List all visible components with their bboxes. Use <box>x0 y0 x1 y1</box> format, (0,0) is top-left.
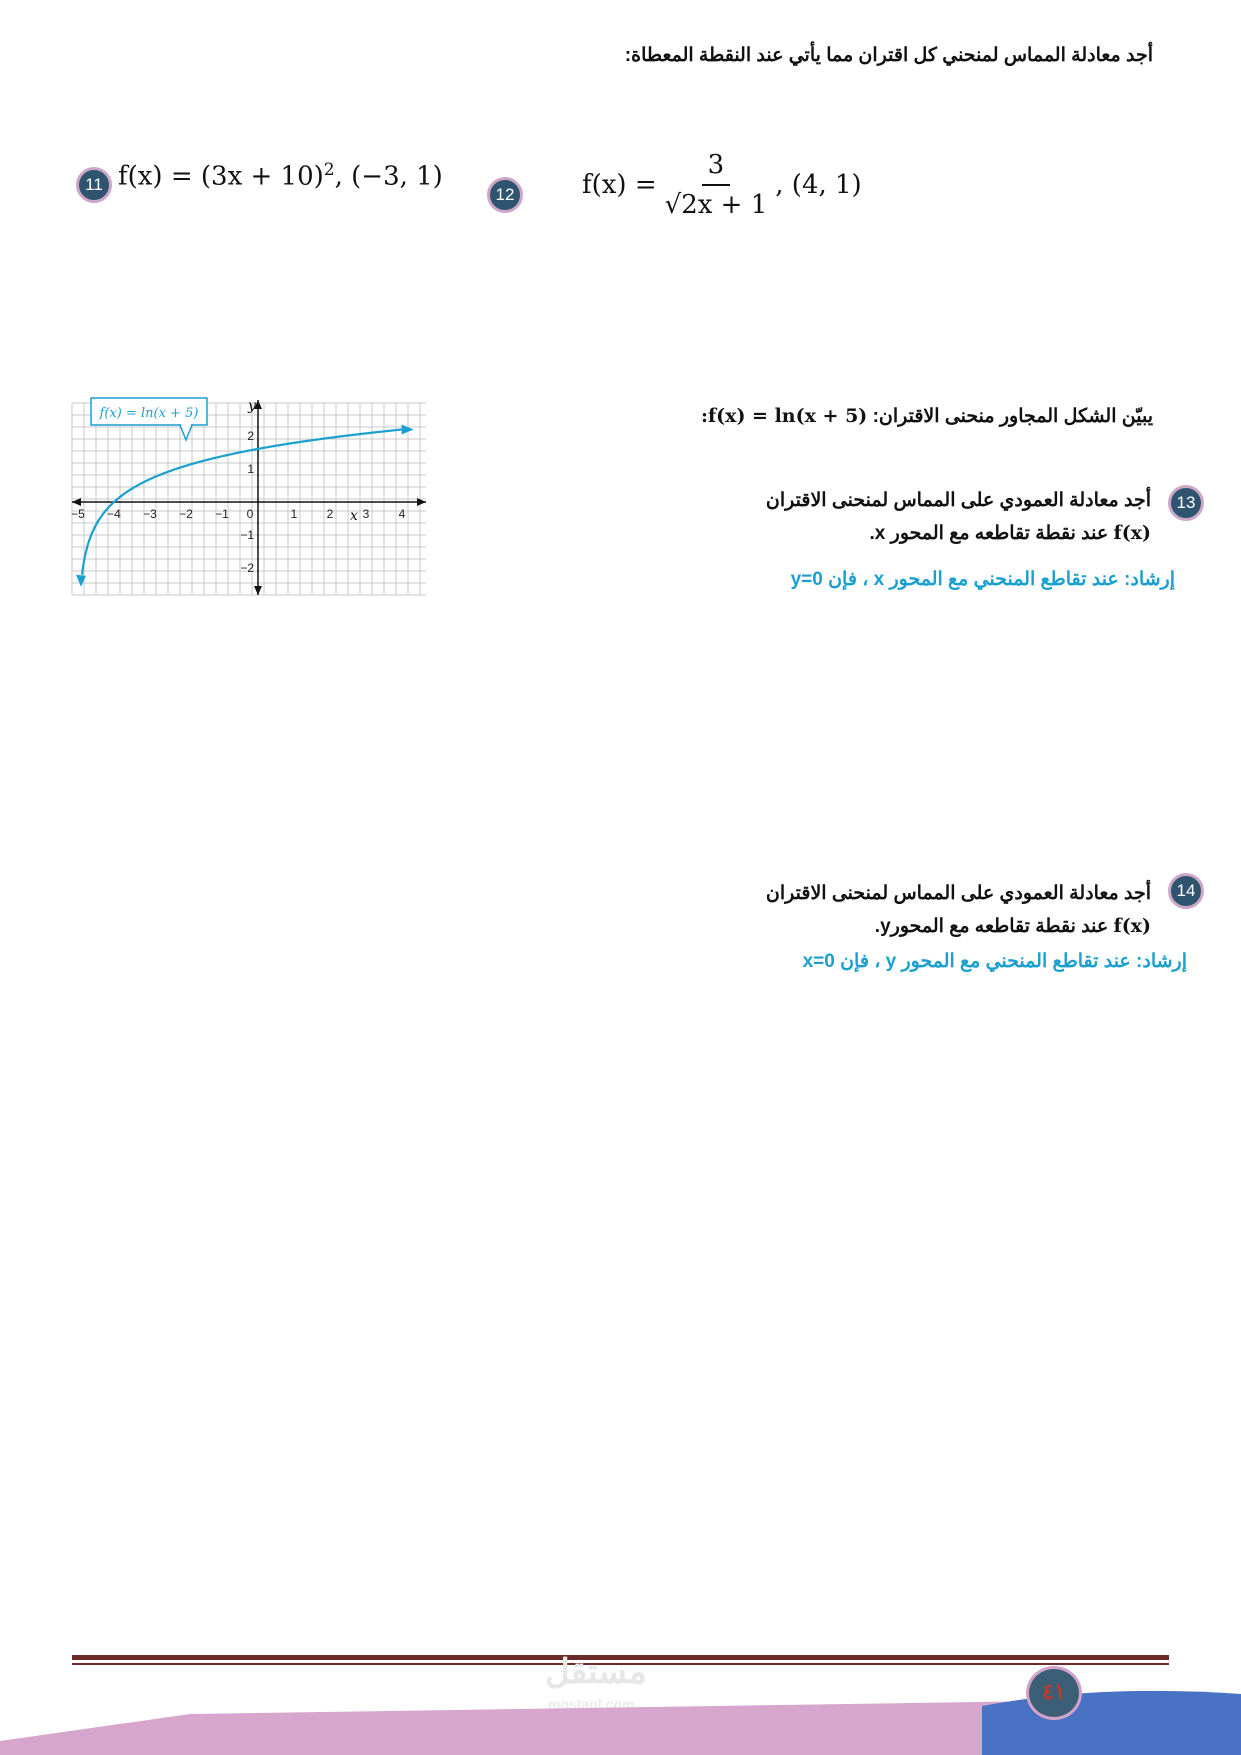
x-axis-label: x <box>350 508 358 524</box>
x-tick-label: 1 <box>290 507 298 521</box>
instructions-heading: أجد معادلة المماس لمنحني كل اقتران مما يأتي عند النقطة المعطاة: <box>624 45 1153 66</box>
x-tick-label: −4 <box>107 507 121 521</box>
x-tick-label: −3 <box>143 507 157 521</box>
question-number-13: 13 <box>1168 485 1204 521</box>
equation-12 <box>582 150 862 220</box>
question-14-text <box>766 878 1151 943</box>
question-13-line2-text: عند نقطة تقاطعه مع المحور x. <box>869 523 1114 544</box>
question-14-line2-text: عند نقطة تقاطعه مع المحورy. <box>874 916 1114 937</box>
watermark-logo: مستقل <box>545 1653 647 1691</box>
question-14-line1: أجد معادلة العمودي على المماس لمنحنى الاقتران <box>765 883 1151 904</box>
equation-11-point: , (−3, 1) <box>334 161 443 192</box>
y-tick-label: −1 <box>240 528 254 542</box>
question-number-11: 11 <box>76 167 112 203</box>
equation-12-point: , (4, 1) <box>775 170 862 200</box>
y-tick-label: 2 <box>247 429 254 443</box>
equation-12-denominator: √2x + 1 <box>664 190 768 220</box>
question-13-text <box>766 485 1151 550</box>
y-axis-down-arrow-icon <box>254 586 262 595</box>
question-14-fx: f(x) <box>1113 915 1151 937</box>
x-tick-label: 4 <box>398 507 406 521</box>
function-graph <box>70 395 430 600</box>
equation-12-numerator: 3 <box>702 150 731 186</box>
y-tick-label: 1 <box>247 462 254 476</box>
y-tick-label: −2 <box>240 561 254 575</box>
x-tick-label: −5 <box>71 507 85 521</box>
question-number-14: 14 <box>1168 873 1204 909</box>
graph-intro <box>701 405 1153 428</box>
question-13-fx: f(x) <box>1113 522 1151 544</box>
intro-colon: : <box>700 405 708 427</box>
intro-text: يبيّن الشكل المجاور منحنى الاقتران: <box>872 406 1153 427</box>
equation-11-exponent: 2 <box>323 160 335 180</box>
equation-12-fraction <box>665 150 768 220</box>
watermark-url: mostaql.com <box>548 1696 635 1712</box>
x-tick-label: 2 <box>326 507 334 521</box>
x-tick-label: −1 <box>215 507 229 521</box>
question-number-12: 12 <box>487 177 523 213</box>
graph-label-pointer <box>180 425 192 440</box>
graph-label: f(x) = ln(x + 5) <box>99 406 199 421</box>
equation-12-lhs: f(x) = <box>582 170 657 200</box>
question-13-hint: إرشاد: عند تقاطع المنحني مع المحور x ، فإن y=0 <box>790 569 1175 590</box>
page-number: ٤١ <box>1026 1666 1082 1720</box>
question-14-line2 <box>766 910 1151 943</box>
question-13-line1: أجد معادلة العمودي على المماس لمنحنى الاقتران <box>765 490 1151 511</box>
intro-formula: f(x) = ln(x + 5) <box>707 405 868 427</box>
x-tick-label: −2 <box>179 507 193 521</box>
x-tick-label: 3 <box>362 507 370 521</box>
equation-11 <box>118 160 443 192</box>
y-axis-label: y <box>248 398 256 414</box>
question-14-hint: إرشاد: عند تقاطع المنحني مع المحور y ، فإن x=0 <box>802 951 1187 972</box>
equation-11-lhs: f(x) = (3x + 10) <box>118 161 324 192</box>
x-tick-label: 0 <box>246 507 254 521</box>
question-13-line2 <box>766 517 1151 550</box>
